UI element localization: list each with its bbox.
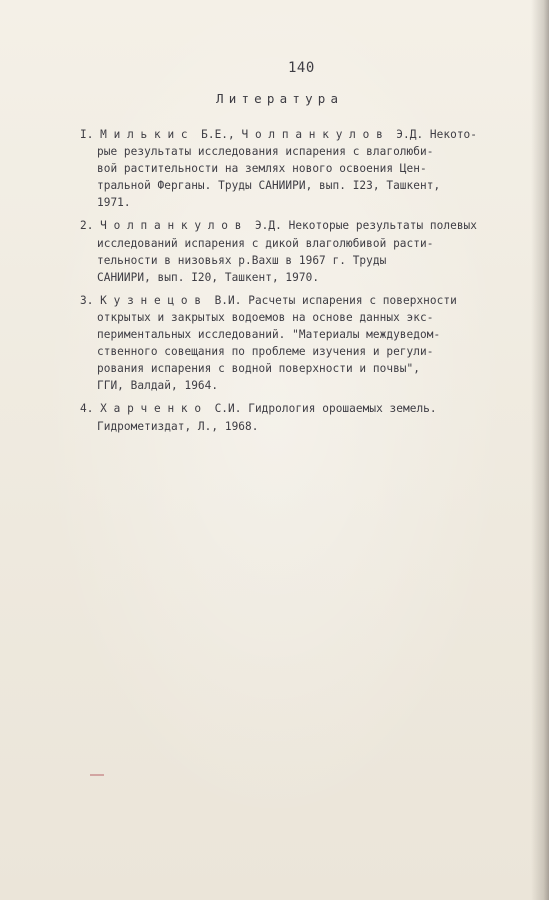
page-number: 140 <box>288 60 315 76</box>
reference-line: рования испарения с водной поверхности и почвы", <box>97 362 420 376</box>
page-title: Литература <box>216 91 344 106</box>
reference-line: ГГИ, Валдай, 1964. <box>97 379 219 393</box>
reference-line: ственного совещания по проблеме изучения и регули- <box>97 345 434 359</box>
reference-line: вой растительности на землях нового освоения Цен- <box>97 162 427 176</box>
reference-item-4 <box>80 400 525 434</box>
reference-item-3 <box>80 292 525 395</box>
reference-line: 2. Ч о л п а н к у л о в Э.Д. Некоторые результаты полевых <box>80 219 478 233</box>
reference-line: периментальных исследований. "Материалы междуведом- <box>97 328 441 342</box>
reference-line: 3. К у з н е ц о в В.И. Расчеты испарения с поверхности <box>80 293 457 307</box>
reference-item-1 <box>80 126 525 211</box>
reference-line: 4. Х а р ч е н к о С.И. Гидрология орошаемых земель. <box>80 402 437 416</box>
reference-line: тральной Ферганы. Труды САНИИРИ, вып. I23, Ташкент, <box>97 179 441 193</box>
reference-line: САНИИРИ, вып. I20, Ташкент, 1970. <box>97 270 320 284</box>
reference-line: тельности в низовьях р.Вахш в 1967 г. Труды <box>97 253 387 267</box>
reference-line: 1971. <box>97 196 131 210</box>
reference-item-2 <box>80 217 525 285</box>
reference-line: исследований испарения с дикой влаголюбивой расти- <box>97 236 434 250</box>
reference-list <box>80 126 525 441</box>
reference-line: рые результаты исследования испарения с влаголюби- <box>97 145 434 159</box>
reference-line: I. М и л ь к и с Б.Е., Ч о л п а н к у л о в Э.Д. Некото- <box>80 128 478 141</box>
page-mark <box>90 774 104 776</box>
reference-line: Гидрометиздат, Л., 1968. <box>97 419 259 433</box>
reference-line: открытых и закрытых водоемов на основе данных экс- <box>97 310 434 324</box>
